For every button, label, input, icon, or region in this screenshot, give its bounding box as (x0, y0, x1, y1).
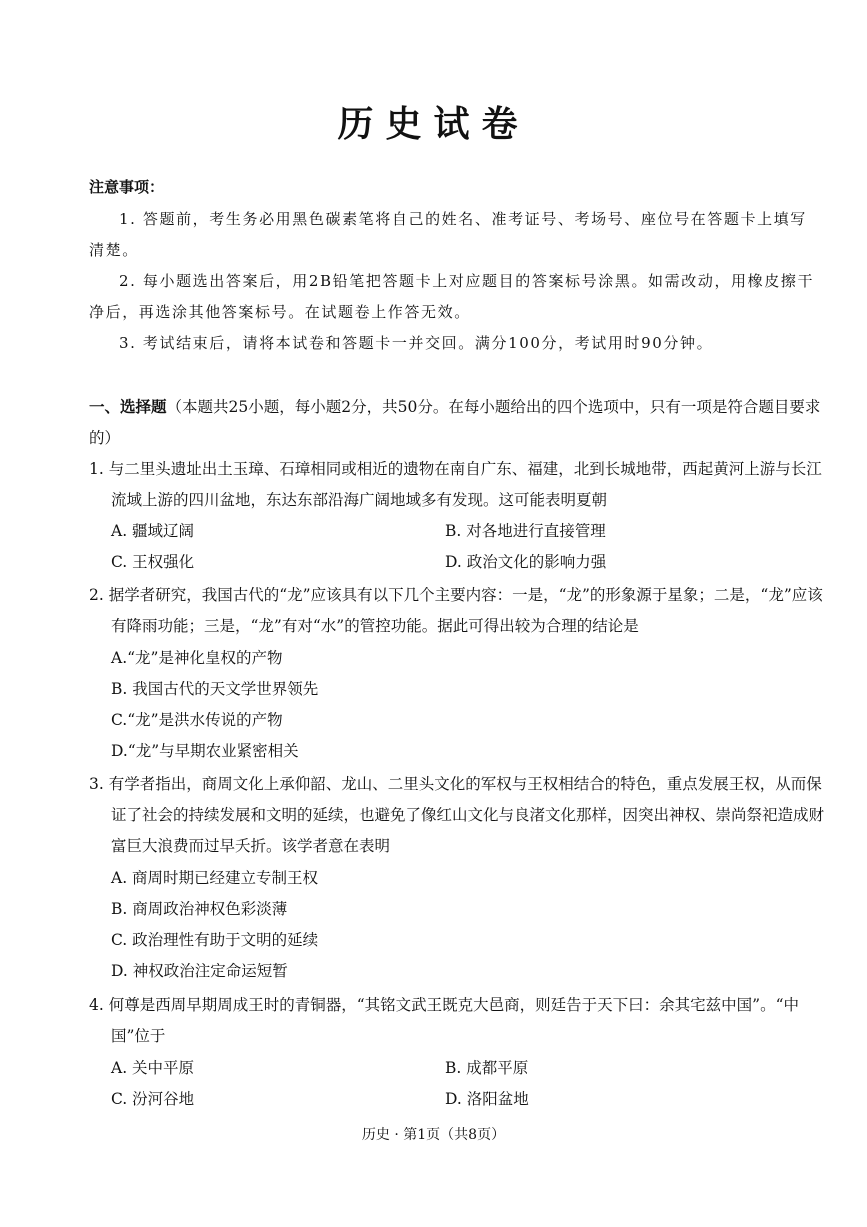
question-3-option-b: B. 商周政治神权色彩淡薄 (111, 900, 288, 918)
page-footer: 历史 · 第1页（共8页） (361, 1127, 506, 1143)
question-2-stem: 2. 据学者研究，我国古代的“龙”应该具有以下几个主要内容：一是，“龙”的形象源于星象；二是，“龙”应该有降雨功能；三是，“龙”有对“水”的管控功能。据此可得出较为合理的结论是 (89, 586, 823, 635)
question-1-option-c: C. 王权强化 (111, 553, 195, 571)
question-4-option-a: A. 关中平原 (111, 1059, 195, 1077)
question-3-option-d: D. 神权政治注定命运短暂 (111, 962, 288, 980)
question-2-option-b: B. 我国古代的天文学世界领先 (111, 680, 319, 698)
question-3-option-c: C. 政治理性有助于文明的延续 (111, 931, 319, 949)
question-1-option-a: A. 疆域辽阔 (111, 522, 195, 540)
notice-item-1: 1. 答题前，考生务必用黑色碳素笔将自己的姓名、准考证号、考场号、座位号在答题卡上填写清楚。 (89, 210, 807, 259)
question-2-option-d: D.“龙”与早期农业紧密相关 (111, 742, 299, 760)
question-3-option-a: A. 商周时期已经建立专制王权 (111, 869, 319, 887)
question-1-option-d: D. 政治文化的影响力强 (445, 553, 607, 571)
question-2-option-c: C.“龙”是洪水传说的产物 (111, 711, 283, 729)
notice-heading: 注意事项： (89, 178, 165, 196)
question-4-option-b: B. 成都平原 (445, 1059, 529, 1077)
question-1-option-b: B. 对各地进行直接管理 (445, 522, 606, 540)
section-label: 一、选择题 (89, 397, 167, 416)
question-2-option-a: A.“龙”是神化皇权的产物 (111, 649, 283, 667)
question-3-stem: 3. 有学者指出，商周文化上承仰韶、龙山、二里头文化的军权与王权相结合的特色，重点发展王权，从而保证了社会的持续发展和文明的延续，也避免了像红山文化与良渚文化那样，因突出神权、崇尚祭祀造成财富巨大浪费而过早夭折。该学者意在表明 (89, 775, 825, 855)
notice-item-2: 2. 每小题选出答案后，用2B铅笔把答题卡上对应题目的答案标号涂黑。如需改动，用橡皮擦干净后，再选涂其他答案标号。在试题卷上作答无效。 (89, 272, 815, 321)
section-description: （本题共25小题，每小题2分，共50分。在每小题给出的四个选项中，只有一项是符合题目要求的） (89, 398, 821, 447)
page-title: 历史试卷 (337, 103, 530, 145)
question-1-stem: 1. 与二里头遗址出土玉璋、石璋相同或相近的遗物在南自广东、福建，北到长城地带，西起黄河上游与长江流域上游的四川盆地，东达东部沿海广阔地域多有发现。这可能表明夏朝 (89, 460, 822, 509)
question-4-stem: 4. 何尊是西周早期周成王时的青铜器，“其铭文武王既克大邑商，则廷告于天下曰：余其宅兹中国”。“中国”位于 (89, 996, 799, 1045)
question-4-option-d: D. 洛阳盆地 (445, 1090, 529, 1108)
question-4-option-c: C. 汾河谷地 (111, 1090, 195, 1108)
notice-item-3: 3. 考试结束后，请将本试卷和答题卡一并交回。满分100分，考试用时90分钟。 (119, 334, 714, 352)
section-heading (89, 391, 824, 454)
